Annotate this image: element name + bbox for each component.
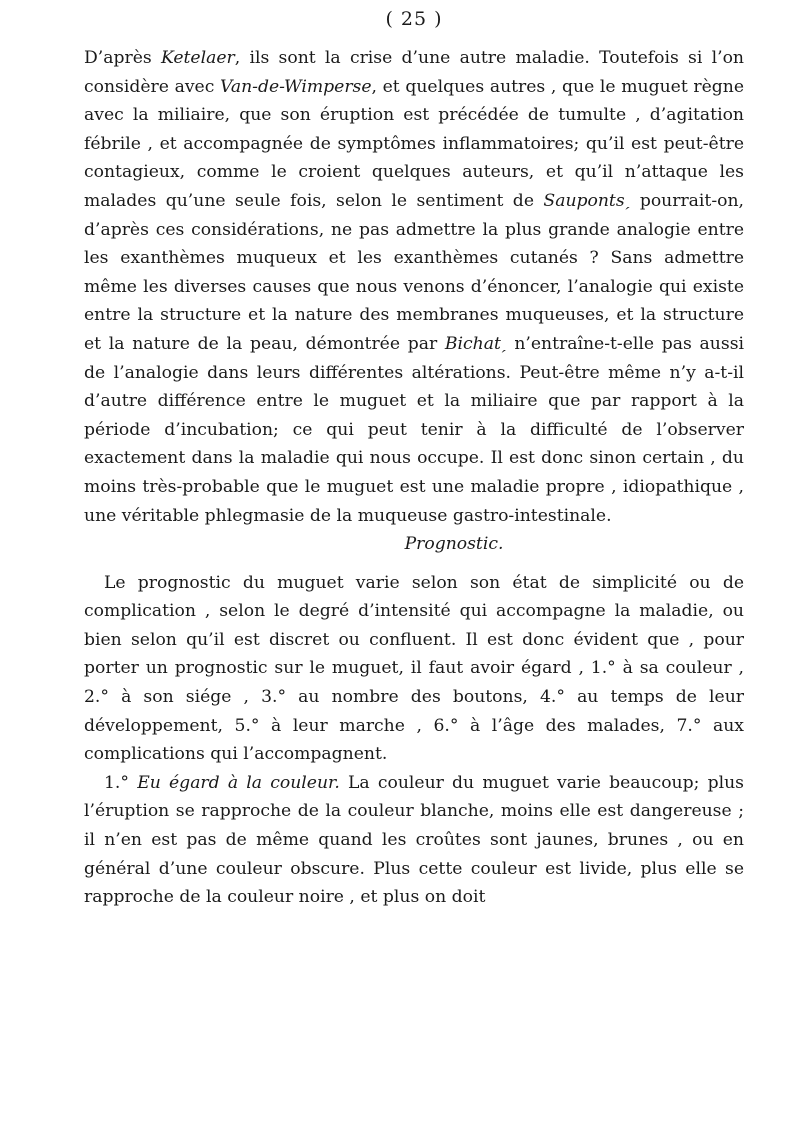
paragraph-etiology: D’après Ketelaer, ils sont la crise d’une autre maladie. Toutefois si l’on considère avec Van-de-Wimperse, et quelques autres , que le muguet règne avec la miliaire, que son éruption est précédée de tumulte , d’agitation fébrile , et accompagnée de symptômes inflammatoires; qu’il est peut-être contagieux, comme le croient quelques auteurs, et qu’il n’attaque les malades qu’une seule fois, selon le sentiment de Saupontsˏ pourrait-on, d’après ces considérations, ne pas admettre la plus grande analogie entre les exanthèmes muqueux et les exanthèmes cutanés ? Sans admettre même les diverses causes que nous venons d’énoncer, l’analogie qui existe entre la structure et la nature des membranes muqueuses, et la structure et la nature de la peau, démontrée par Bichatˏ n’entraîne-t-elle pas aussi de l’analogie dans leurs différentes altérations. Peut-être même n’y a-t-il d’autre différence entre le muguet et la miliaire que par rapport à la période d’incubation; ce qui peut tenir à la difficulté de l’observer exactement dans la maladie qui nous occupe. Il est donc sinon certain , du moins très-probable que le muguet est une maladie propre , idiopathique , une véritable phlegmasie de la muqueuse gastro-intestinale. <box>84 48 745 526</box>
section-heading-prognostic: Prognostic. <box>404 534 504 555</box>
body-text <box>84 44 744 912</box>
author-name: Saupontsˏ <box>543 190 631 211</box>
author-name: Ketelaer <box>160 48 235 68</box>
paragraph-prognostic: Le prognostic du muguet varie selon son état de simplicité ou de complication , selon le degré d’intensité qui accompagne la maladie, ou bien selon qu’il est discret ou confluent. Il est donc évident que , pour porter un prognostic sur le muguet, il faut avoir égard , 1.° à sa couleur , 2.° à son siége , 3.° au nombre des boutons, 4.° au temps de leur développement, 5.° à leur marche , 6.° à l’âge des malades, 7.° aux complications qui l’accompagnent. <box>84 572 744 765</box>
spacer <box>84 559 744 569</box>
book-page <box>84 0 744 1141</box>
paragraph-color: 1.° Eu égard à la couleur. La couleur du muguet varie beaucoup; plus l’éruption se rapproche de la couleur blanche, moins elle est dangereuse ; il n’en est pas de même quand les croûtes sont jaunes, brunes , ou en général d’une couleur obscure. Plus cette couleur est livide, plus elle se rapproche de la couleur noire , et plus on doit <box>84 772 744 908</box>
subsection-lead: Eu égard à la couleur. <box>137 772 340 793</box>
author-name: Van-de-Wimperse <box>219 76 372 97</box>
page-number: ( 25 ) <box>385 8 443 30</box>
author-name: Bichatˏ <box>444 333 507 354</box>
